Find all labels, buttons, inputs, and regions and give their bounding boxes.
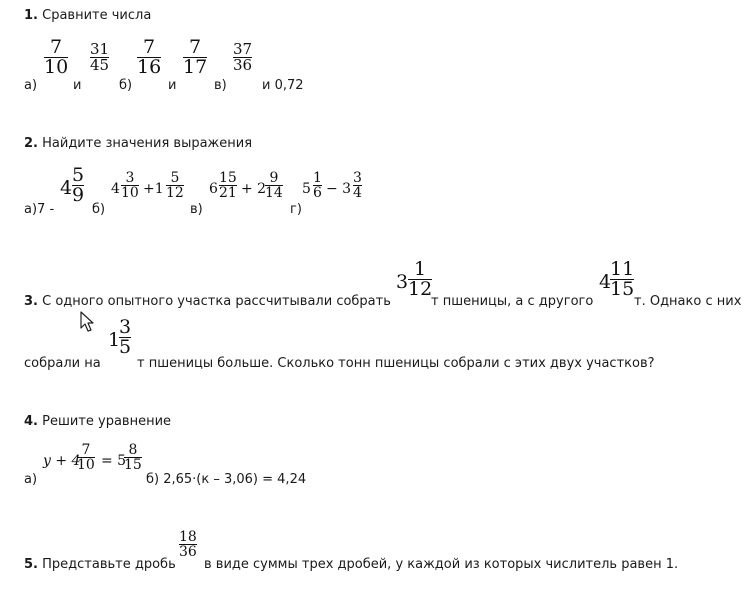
- task1-heading: 1. Сравните числа: [24, 8, 152, 23]
- fraction-7-10: 7 10: [44, 36, 69, 78]
- task1-a-label: а): [24, 78, 38, 93]
- fraction-31-45: 31 45: [90, 40, 110, 74]
- fraction-37-36: 37 36: [233, 40, 253, 74]
- fraction-15-21: 15 21: [219, 170, 237, 201]
- fraction-7-17: 7 17: [183, 36, 208, 78]
- task1-c-label: в): [214, 78, 227, 93]
- mixed-whole: 4: [599, 271, 612, 293]
- mouse-cursor-icon: [80, 311, 96, 333]
- task2-a-label: а)7 -: [24, 202, 55, 217]
- fraction-9-14: 9 14: [265, 170, 283, 201]
- equals-operator: = 5: [101, 453, 127, 469]
- fraction-3-4: 3 4: [353, 170, 362, 201]
- mixed-whole: 3: [396, 271, 409, 293]
- task4-b: б) 2,65·(к – 3,06) = 4,24: [146, 472, 307, 487]
- and-word: и: [73, 78, 82, 93]
- task2-d-label: г): [290, 202, 302, 217]
- fraction-1-12: 1 12: [408, 258, 433, 300]
- task2-c-label: в): [190, 202, 203, 217]
- mixed-whole: 4: [60, 177, 73, 199]
- task5-line: 5. Представьте дробь: [24, 557, 176, 572]
- fraction-18-36: 18 36: [179, 529, 197, 560]
- task3-text4: собрали на: [24, 356, 101, 371]
- equation-lhs: y + 4: [43, 453, 81, 469]
- fraction-5-9: 5 9: [72, 164, 85, 206]
- task5-text2: в виде суммы трех дробей, у каждой из которых числитель равен 1.: [204, 557, 679, 572]
- fraction-8-15: 8 15: [124, 442, 142, 473]
- task4-heading: 4. Решите уравнение: [24, 414, 172, 429]
- task4-a-label: а): [24, 472, 38, 487]
- minus-operator: − 3: [326, 181, 352, 197]
- task1-b-label: б): [119, 78, 133, 93]
- plus-operator: + 2: [241, 181, 267, 197]
- mixed-whole: 6: [209, 181, 218, 197]
- and-word: и: [168, 78, 177, 93]
- task3-line1: 3. С одного опытного участка рассчитывали собрать: [24, 294, 391, 309]
- fraction-3-5: 3 5: [119, 316, 132, 358]
- plus-operator: +1: [143, 181, 164, 197]
- fraction-5-12: 5 12: [166, 170, 184, 201]
- task2-b-label: б): [92, 202, 106, 217]
- task3-text2: т пшеницы, а с другого: [431, 294, 594, 309]
- fraction-7-10: 7 10: [77, 442, 95, 473]
- fraction-1-6: 1 6: [313, 170, 322, 201]
- fraction-11-15: 11 15: [610, 258, 635, 300]
- task3-text3: т. Однако с них: [634, 294, 742, 309]
- mixed-whole: 1: [108, 329, 121, 351]
- task3-text5: т пшеницы больше. Сколько тонн пшеницы собрали с этих двух участков?: [137, 356, 655, 371]
- mixed-whole: 5: [302, 181, 311, 197]
- fraction-3-10: 3 10: [121, 170, 139, 201]
- mixed-whole: 4: [111, 181, 120, 197]
- fraction-7-16: 7 16: [137, 36, 162, 78]
- task2-heading: 2. Найдите значения выражения: [24, 136, 253, 151]
- task1-c-rest: и 0,72: [262, 78, 304, 93]
